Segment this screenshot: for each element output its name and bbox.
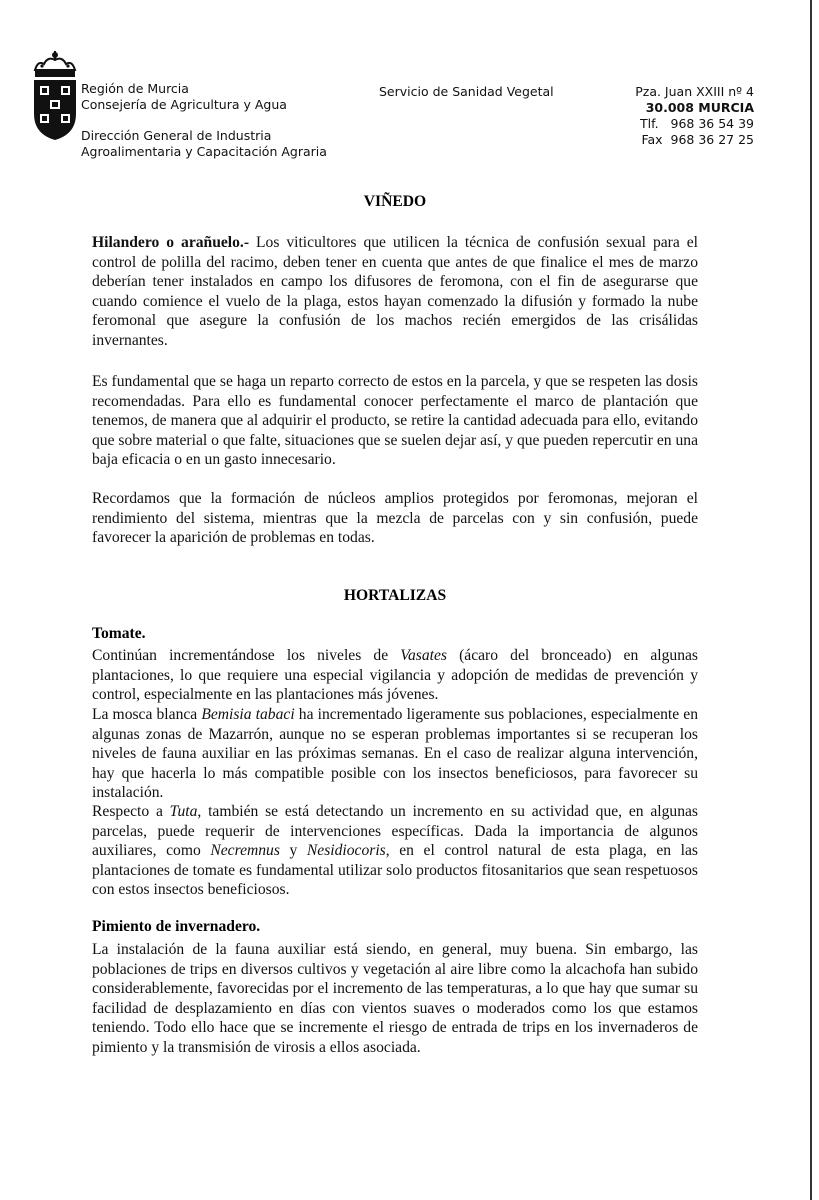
subheading-tomate: Tomate.: [92, 625, 146, 642]
vinedo-paragraph-2: Es fundamental que se haga un reparto correcto de estos en la parcela, y que se respeten las dosis recomendadas. Para ello es fundamental conocer perfectamente el marco de plantación que tenemos, de manera que al adquirir el producto, se retire la cantidad adecuada para ello, evitando que sobre material o que falte, situaciones que se suelen dejar así, y que pueden repercutir en una baja eficacia o en un gasto innecesario.: [92, 373, 698, 469]
tomate-paragraph-3: Respecto a Tuta, también se está detectando un incremento en su actividad que, en algunas parcelas, puede requerir de intervenciones específicas. Dada la importancia de algunos auxiliares, como Necremnus y Nesidiocoris, en el control natural de esta plaga, en las plantaciones de tomate es fundamental utilizar solo productos fitosanitarios que sean respetuosos con estos insectos beneficiosos.: [92, 803, 698, 899]
vinedo-paragraph-3: Recordamos que la formación de núcleos amplios protegidos por feromonas, mejoran el rendimiento del sistema, mientras que la mezcla de parcelas con y sin confusión, puede favorecer la aparición de problemas en todas.: [92, 490, 698, 547]
paragraph-lead: Hilandero o arañuelo.-: [92, 234, 250, 251]
service-name: Servicio de Sanidad Vegetal: [379, 84, 554, 99]
fax: Fax 968 36 27 25: [641, 132, 754, 147]
directorate-line2: Agroalimentaria y Capacitación Agraria: [81, 144, 327, 159]
header-institution: [81, 81, 327, 160]
subheading-pimiento: Pimiento de invernadero.: [92, 918, 261, 935]
tomate-paragraph-1: Continúan incrementándose los niveles de Vasates (ácaro del bronceado) en algunas plantaciones, lo que requiere una especial vigilancia y adopción de medidas de prevención y control, especialmente en las plantaciones más jóvenes.: [92, 647, 698, 704]
tomate-paragraph-2: La mosca blanca Bemisia tabaci ha incrementado ligeramente sus poblaciones, especialmente en algunas zonas de Mazarrón, aunque no se esperan problemas importantes si se recuperan los niveles de fauna auxiliar en las próximas semanas. En el caso de realizar alguna intervención, hay que hacerla lo más compatible posible con los insectos beneficiosos, para favorecer su instalación.: [92, 706, 698, 802]
section-title-vinedo: VIÑEDO: [363, 193, 427, 210]
region-name: Región de Murcia: [81, 81, 189, 96]
vinedo-paragraph-1: Hilandero o arañuelo.- Los viticultores que utilicen la técnica de confusión sexual para el control de polilla del racimo, deben tener en cuenta que antes de que finalice el mes de marzo deberían tener instalados en campo los difusores de feromona, con el fin de asegurarse que cuando comience el vuelo de la plaga, estos hayan comenzado la difusión y formado la nube feromonal que asegure la confusión de los machos recién emergidos de las crisálidas invernantes.: [92, 234, 698, 349]
directorate-line1: Dirección General de Industria: [81, 128, 272, 143]
header-contact: [635, 84, 754, 148]
postal-city: 30.008 MURCIA: [645, 100, 754, 115]
pimiento-paragraph: La instalación de la fauna auxiliar está siendo, en general, muy buena. Sin embargo, las poblaciones de trips en diversos cultivos y vegetación al aire libre como la alcachofa han subido considerablemente, favorecidas por el incremento de las temperaturas, a lo que hay que sumar su facilidad de desplazamiento en días con vientos suaves o moderados como los que estamos teniendo. Todo ello hace que se incremente el riesgo de entrada de trips en los invernaderos de pimiento y la transmisión de virosis a ellos asociada.: [92, 941, 698, 1056]
phone: Tlf. 968 36 54 39: [640, 116, 754, 131]
ministry-name: Consejería de Agricultura y Agua: [81, 97, 287, 112]
section-title-hortalizas: HORTALIZAS: [343, 587, 447, 604]
address: Pza. Juan XXIII nº 4: [635, 84, 754, 99]
coat-of-arms-logo: [30, 48, 80, 144]
